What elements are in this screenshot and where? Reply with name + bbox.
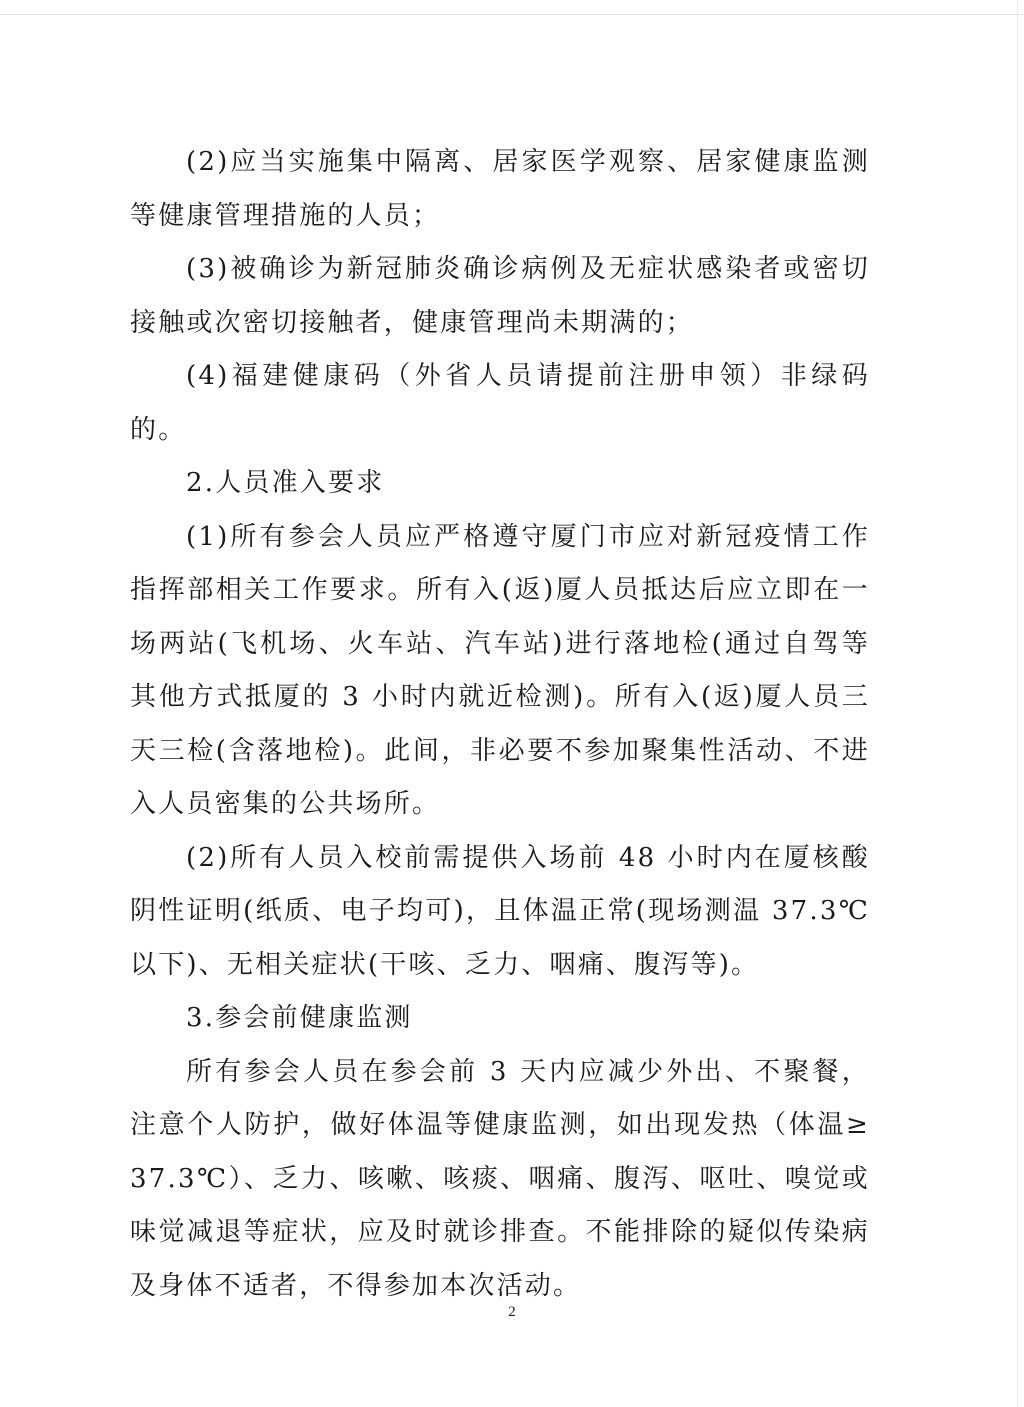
page-number: 2 [508, 1304, 516, 1320]
section-heading-entry-requirements: 2.人员准入要求 [186, 468, 385, 498]
section-heading-health-monitoring: 3.参会前健康监测 [186, 1003, 413, 1033]
paragraph-item-4-health-code: (4)福建健康码（外省人员请提前注册申领）非绿码的。 [130, 361, 870, 445]
document-body [130, 136, 870, 1313]
paragraph-entry-rule-1: (1)所有参会人员应严格遵守厦门市应对新冠疫情工作指挥部相关工作要求。所有入(返)厦人员抵达后应立即在一场两站(飞机场、火车站、汽车站)进行落地检(通过自驾等其他方式抵厦的 3 小时内就近检测)。所有入(返)厦人员三天三检(含落地检)。此间，非必要不参加聚集性活动、不进入人员密集的公共场所。 [130, 521, 870, 819]
scan-edge-top [0, 14, 1024, 15]
scan-edge-right [1017, 0, 1018, 1407]
paragraph-entry-rule-2: (2)所有人员入校前需提供入场前 48 小时内在厦核酸阴性证明(纸质、电子均可)，且体温正常(现场测温 37.3℃以下)、无相关症状(干咳、乏力、咽痛、腹泻等)。 [130, 842, 870, 980]
paragraph-health-monitoring: 所有参会人员在参会前 3 天内应减少外出、不聚餐，注意个人防护，做好体温等健康监测，如出现发热（体温≥37.3℃）、乏力、咳嗽、咳痰、咽痛、腹泻、呕吐、嗅觉或味觉减退等症状，应及时就诊排查。不能排除的疑似传染病及身体不适者，不得参加本次活动。 [130, 1056, 870, 1301]
paragraph-item-2-quarantine: (2)应当实施集中隔离、居家医学观察、居家健康监测等健康管理措施的人员； [130, 147, 870, 231]
paragraph-item-3-confirmed-cases: (3)被确诊为新冠肺炎确诊病例及无症状感染者或密切接触或次密切接触者，健康管理尚未期满的； [130, 254, 870, 338]
